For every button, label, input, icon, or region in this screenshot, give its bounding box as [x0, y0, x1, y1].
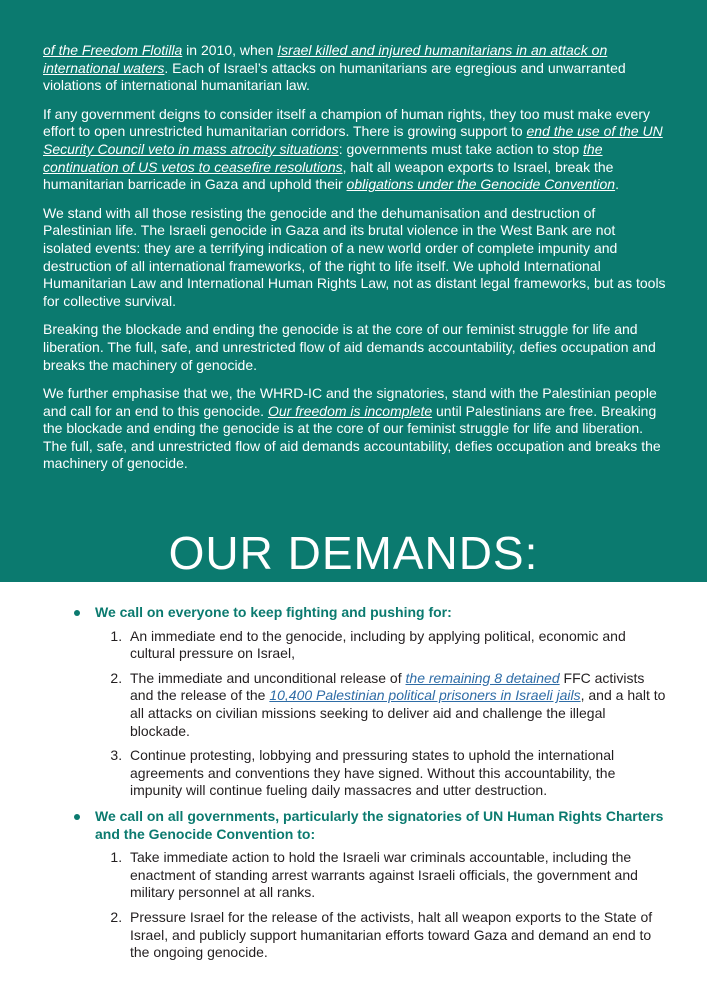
text: We further emphasise that we, the WHRD-IC and the signatories, stand with the Palestinian people and call for an end to this genocide. [43, 385, 657, 419]
remaining-detained-link[interactable]: the remaining 8 detained [405, 669, 560, 686]
attack-international-waters-link[interactable]: Israel killed and injured humanitarians in an attack on international waters [43, 42, 608, 76]
intro-paragraph-3: We stand with all those resisting the genocide and the dehumanisation and destruction of Palestinian life. The Israeli genocide in Gaza and its brutal violence in the West Bank are not isolated events: they are a terrifying indication of a new world order of complete impunity and destruction of all international frameworks, of the right to life itself. We uphold International Humanitarian Law and International Human Rights Law, not as distant legal frameworks, but as tools for collective survival. [43, 204, 666, 309]
intro-paragraph-2 [43, 106, 667, 194]
list-item [126, 670, 667, 740]
genocide-convention-link[interactable]: obligations under the Genocide Convention [346, 176, 616, 193]
text: If any government deigns to consider itself a champion of human rights, they too must make every effort to open unrestricted humanitarian corridors. There is growing support to [43, 105, 650, 140]
text: until Palestinians are free. Breaking the blockade and ending the genocide is at the core of our feminist struggle for life and liberation. The full, safe, and unrestricted flow of aid demands accountability, defies occupation and breaks the machinery of genocide. [43, 402, 661, 472]
us-vetos-link[interactable]: the continuation of US vetos to ceasefire resolutions [43, 140, 603, 175]
list-item: 1. Take immediate action to hold the Israeli war criminals accountable, including the enactment of standing arrest warrants against Israeli officials, the government and military personnel at all ranks. [126, 849, 667, 902]
demands-title: OUR DEMANDS: [168, 527, 539, 579]
text: . [615, 176, 619, 193]
text: FFC activists and the release of the [130, 669, 645, 704]
bullet-icon [74, 814, 80, 820]
text: in 2010, when [182, 42, 278, 58]
text: . Each of Israel’s attacks on humanitarians are egregious and unwarranted violations of international humanitarian law. [43, 59, 626, 94]
freedom-incomplete-link[interactable]: Our freedom is incomplete [267, 402, 433, 419]
list-item: 1. An immediate end to the genocide, including by applying political, economic and cultural pressure on Israel, [126, 628, 667, 663]
demand-group-governments [74, 808, 667, 962]
demand-group-everyone [74, 604, 667, 800]
text: The immediate and unconditional release of [130, 669, 406, 686]
bullet-icon [74, 610, 80, 616]
demand-group-heading: We call on all governments, particularly the signatories of UN Human Rights Charters and the Genocide Convention to: [95, 807, 664, 842]
freedom-flotilla-link[interactable]: of the Freedom Flotilla [43, 42, 183, 58]
demands-section [0, 582, 707, 962]
list-item: 2. Pressure Israel for the release of the activists, halt all weapon exports to the State of Israel, and publicly support humanitarian efforts toward Gaza and demand an end to the ongoing genocide. [126, 909, 667, 962]
intro-paragraph-5 [43, 385, 667, 473]
demand-group-heading: We call on everyone to keep fighting and pushing for: [95, 604, 452, 620]
list-item: 3. Continue protesting, lobbying and pressuring states to uphold the international agreements and conventions they have signed. Without this accountability, the impunity will continue fueling daily massacres and utter destruction. [126, 747, 667, 800]
un-veto-link[interactable]: end the use of the UN Security Council veto in mass atrocity situations [43, 123, 663, 157]
demand-list [74, 628, 667, 800]
text: : governments must take action to stop [338, 140, 584, 157]
text: , halt all weapon exports to Israel, break the humanitarian barricade in Gaza and uphold their [43, 158, 614, 193]
demand-list [74, 849, 667, 962]
intro-paragraph-4: Breaking the blockade and ending the genocide is at the core of our feminist struggle for life and liberation. The full, safe, and unrestricted flow of aid demands accountability, defies occupation and breaks the machinery of genocide. [43, 321, 656, 373]
intro-paragraph-1 [43, 42, 667, 95]
text: , and a halt to all attacks on civilian missions seeking to deliver aid and challenge the illegal blockade. [130, 687, 666, 739]
political-prisoners-link[interactable]: 10,400 Palestinian political prisoners in Israeli jails [269, 687, 581, 704]
